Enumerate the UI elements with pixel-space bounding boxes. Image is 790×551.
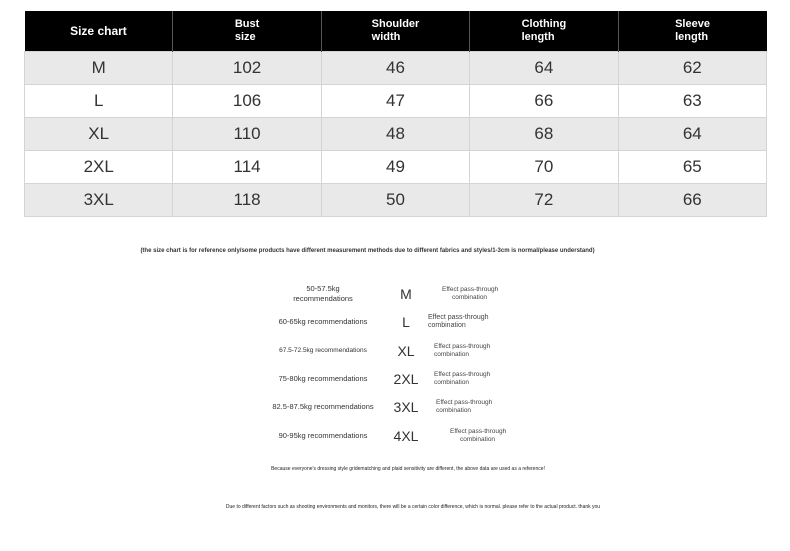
table-row [25, 184, 767, 217]
recommendation-row [258, 337, 530, 365]
header-size-chart: Size chart [25, 11, 173, 52]
cell-sleeve-length: 62 [618, 52, 766, 85]
cell-shoulder: 48 [321, 118, 469, 151]
table-row [25, 118, 767, 151]
header-bust-size: Bust size [173, 11, 321, 52]
recommended-size: 4XL [393, 427, 419, 444]
header-shoulder-width: Shoulder width [321, 11, 469, 52]
cell-sleeve-length: 63 [618, 85, 766, 118]
recommendation-row [258, 421, 530, 449]
weight-range: 82.5-87.5kg recommendations [272, 402, 374, 412]
cell-bust: 102 [173, 52, 321, 85]
weight-range: 90-95kg recommendations [278, 430, 368, 440]
cell-sleeve-length: 65 [618, 151, 766, 184]
recommended-size: L [402, 314, 410, 331]
cell-bust: 106 [173, 85, 321, 118]
table-row [25, 85, 767, 118]
cell-size: L [25, 85, 173, 118]
cell-clothing-length: 66 [470, 85, 618, 118]
recommendation-row [258, 308, 530, 336]
effect-note: Effect pass-through combination [434, 371, 491, 387]
recommendation-row [258, 393, 530, 421]
cell-clothing-length: 68 [470, 118, 618, 151]
recommendation-row [258, 365, 530, 393]
weight-range: 75-80kg recommendations [278, 374, 368, 384]
footer-note-reference: Because everyone's dressing style gridematching and plaid sensitivity are different, the above data are used as a reference! [271, 466, 545, 472]
effect-note: Effect pass-through combination [442, 286, 499, 302]
cell-size: XL [25, 118, 173, 151]
cell-shoulder: 49 [321, 151, 469, 184]
header-clothing-length: Clothing length [470, 11, 618, 52]
cell-clothing-length: 72 [470, 184, 618, 217]
cell-bust: 110 [173, 118, 321, 151]
size-chart-header-row [25, 11, 767, 52]
cell-sleeve-length: 64 [618, 118, 766, 151]
recommendation-row [258, 280, 530, 308]
header-sleeve-length: Sleeve length [618, 11, 766, 52]
cell-clothing-length: 70 [470, 151, 618, 184]
effect-note: Effect pass-through combination [428, 314, 489, 330]
weight-recommendations [258, 280, 530, 450]
cell-shoulder: 47 [321, 85, 469, 118]
table-row [25, 52, 767, 85]
weight-range: 50-57.5kg recommendations [293, 284, 353, 304]
cell-size: 3XL [25, 184, 173, 217]
size-chart-note: (the size chart is for reference only/some products have different measurement methods due to different fabrics and styles/1-3cm is normal/please understand) [140, 248, 595, 254]
recommended-size: M [400, 286, 412, 303]
cell-sleeve-length: 66 [618, 184, 766, 217]
cell-clothing-length: 64 [470, 52, 618, 85]
footer-note-color-difference: Due to different factors such as shooting environments and monitors, there will be a certain color difference, which is normal. please refer to the actual product. thank you [225, 504, 601, 510]
cell-shoulder: 50 [321, 184, 469, 217]
recommended-size: XL [397, 342, 415, 359]
cell-size: 2XL [25, 151, 173, 184]
effect-note: Effect pass-through combination [436, 399, 493, 415]
effect-note: Effect pass-through combination [450, 427, 507, 443]
weight-range: 60-65kg recommendations [278, 317, 368, 327]
recommended-size: 3XL [393, 399, 419, 416]
size-chart-table [24, 11, 767, 217]
weight-range: 67.5-72.5kg recommendations [279, 346, 367, 354]
cell-size: M [25, 52, 173, 85]
cell-bust: 118 [173, 184, 321, 217]
cell-shoulder: 46 [321, 52, 469, 85]
recommended-size: 2XL [393, 371, 419, 388]
cell-bust: 114 [173, 151, 321, 184]
table-row [25, 151, 767, 184]
effect-note: Effect pass-through combination [434, 342, 491, 358]
